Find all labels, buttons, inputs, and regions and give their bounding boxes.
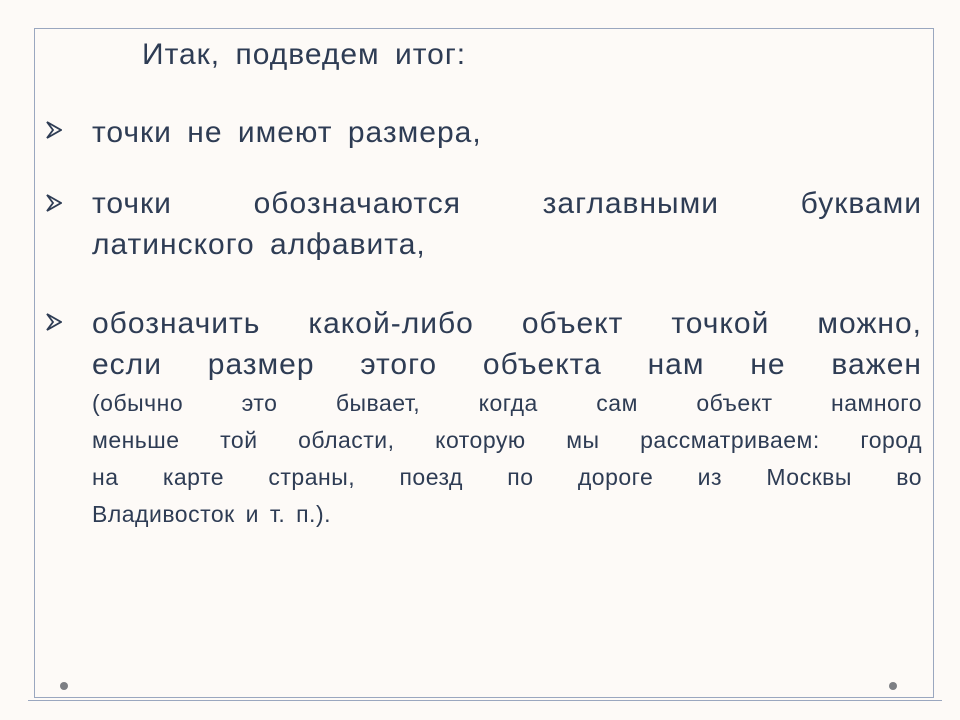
right-dot-ornament <box>889 682 897 690</box>
note-line: на карте страны, поезд по дороге из Москвы во <box>92 464 922 490</box>
slide-title: Итак, подведем итог: <box>142 38 467 71</box>
note-line: меньше той области, которую мы рассматриваем: город <box>92 427 922 453</box>
list-item <box>92 112 922 153</box>
list-item <box>92 183 922 265</box>
item-note <box>92 385 922 533</box>
item-line: точки не имеют размера, <box>92 116 482 149</box>
item-line: обозначить какой-либо объект точкой можно, <box>92 307 922 340</box>
note-line: Владивосток и т. п.). <box>92 501 331 527</box>
arrowhead-bullet-icon <box>46 121 62 139</box>
list-item <box>92 303 922 533</box>
item-line: если размер этого объекта нам не важен <box>92 348 922 381</box>
item-line: точки обозначаются заглавными буквами <box>92 187 922 220</box>
item-line: латинского алфавита, <box>92 228 426 261</box>
left-dot-ornament <box>60 682 68 690</box>
bottom-divider <box>28 700 942 701</box>
note-line: (обычно это бывает, когда сам объект намного <box>92 390 922 416</box>
arrowhead-bullet-icon <box>46 194 62 212</box>
arrowhead-bullet-icon <box>46 313 62 331</box>
